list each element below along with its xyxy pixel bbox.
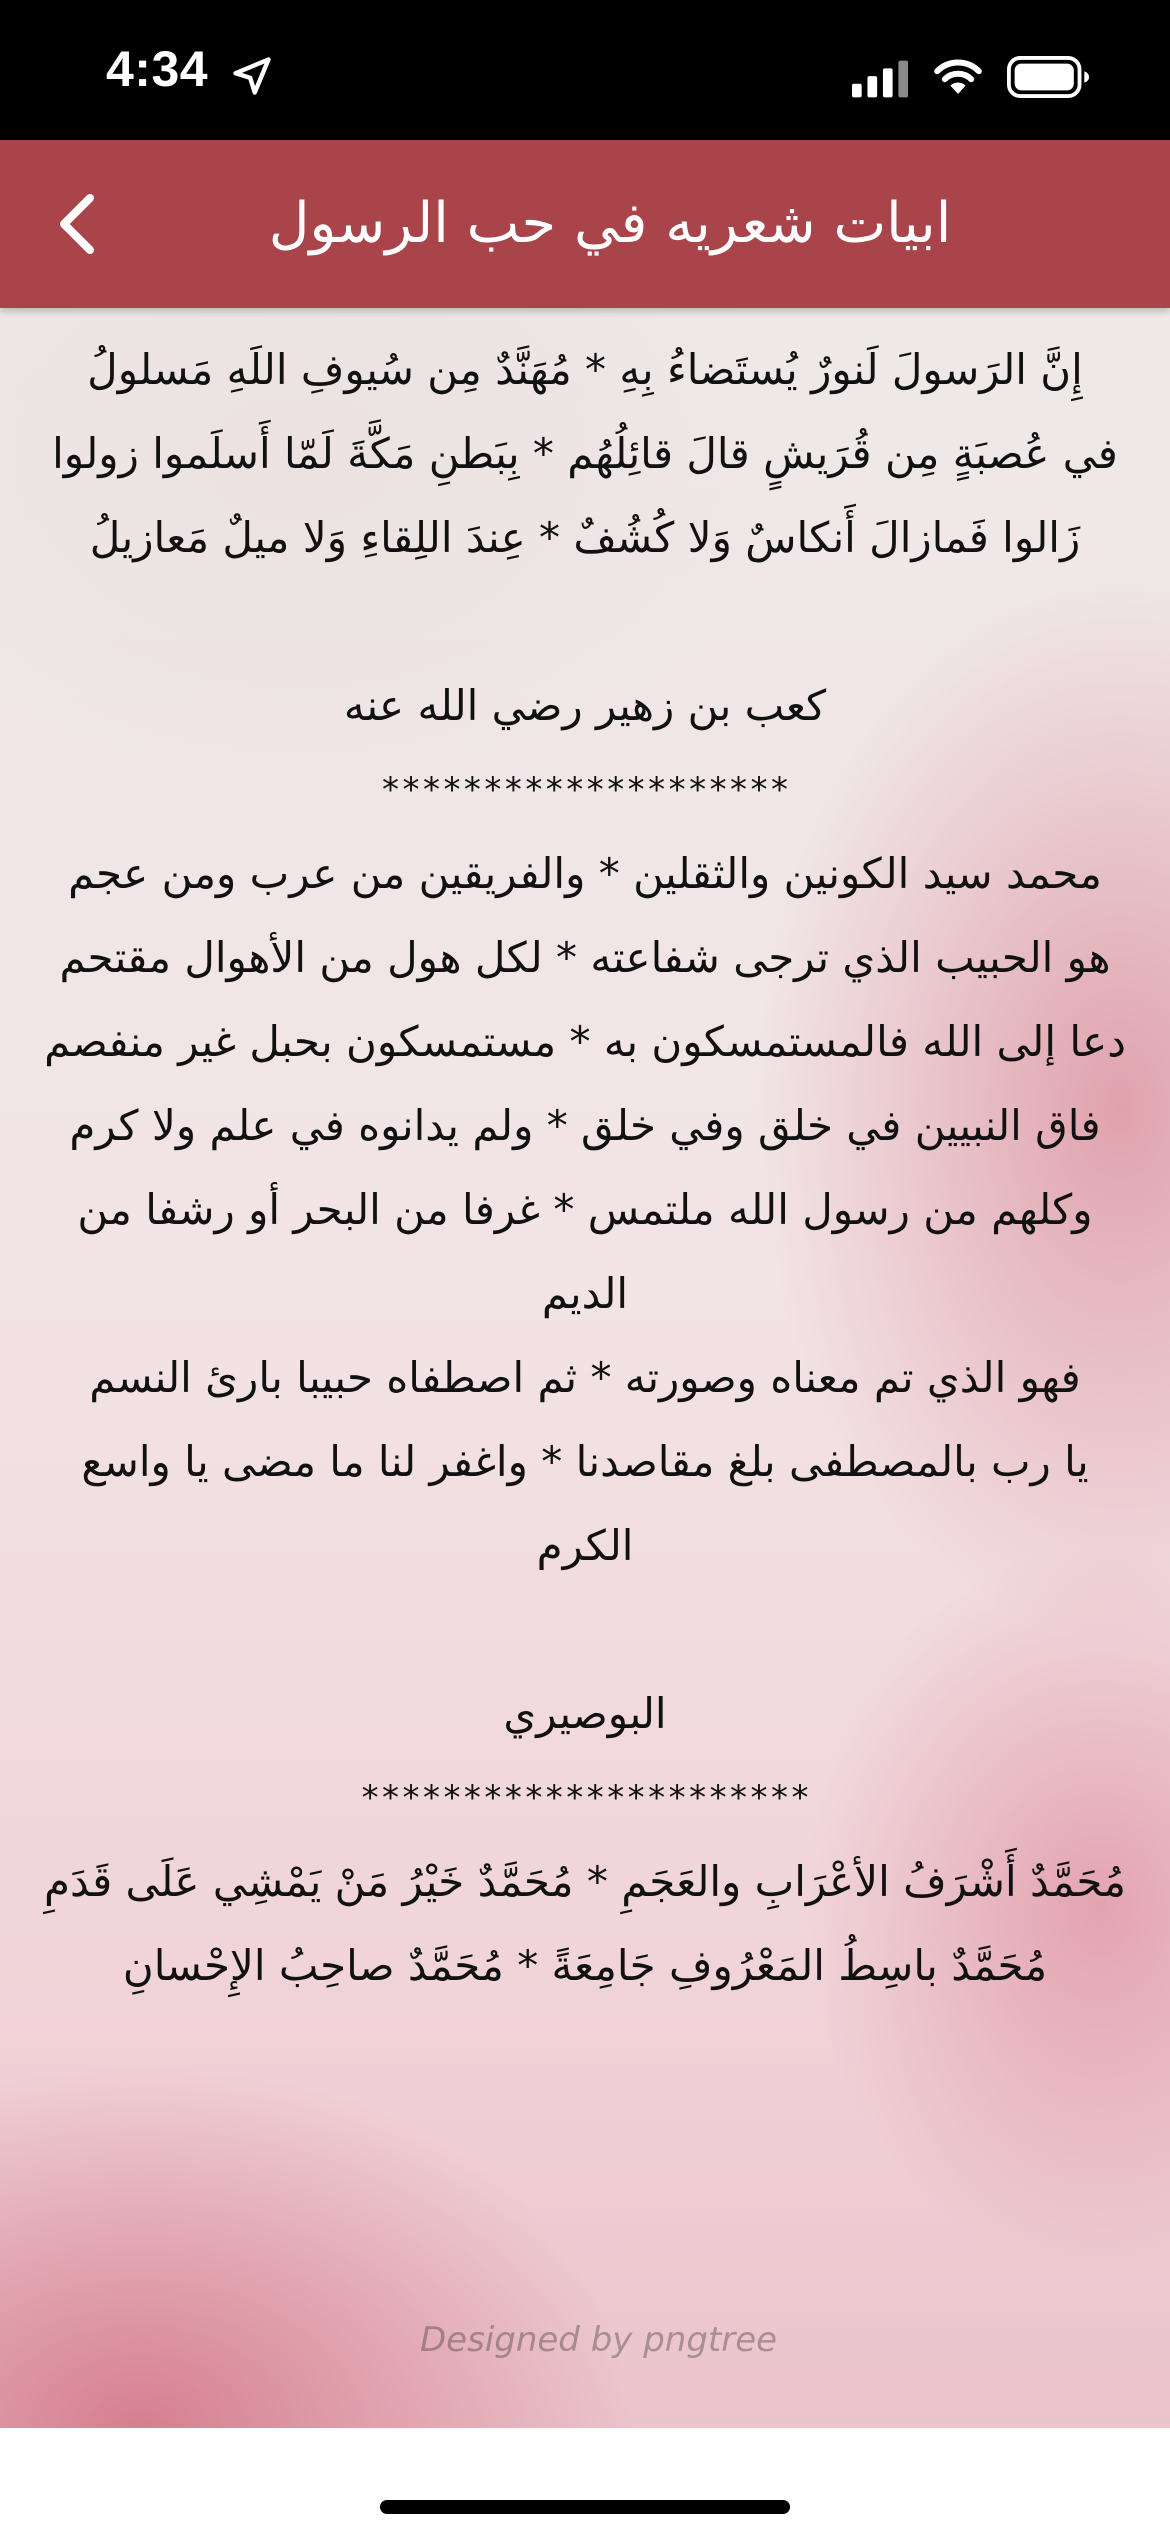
verse: في عُصبَةٍ مِن قُرَيشٍ قالَ قائِلُهُم * بِبَطنِ مَكَّةَ لَمّا أَسلَموا زولوا — [52, 429, 1118, 478]
home-indicator-area — [0, 2428, 1170, 2532]
spacer — [34, 580, 1136, 664]
verse: زَالوا فَمازالَ أَنكاسٌ وَلا كُشُفٌ * عِندَ اللِقاءِ وَلا ميلٌ مَعازيلُ — [89, 513, 1081, 562]
verse: يا رب بالمصطفى بلغ مقاصدنا * واغفر لنا ما مضى يا واسع الكرم — [81, 1437, 1089, 1570]
watermark: Designed by pngtree — [420, 2320, 778, 2360]
poem-content[interactable] — [0, 308, 1170, 2428]
verse: إِنَّ الرَسولَ لَنورٌ يُستَضاءُ بِهِ * مُهَنَّدٌ مِن سُيوفِ اللَهِ مَسلولُ — [87, 345, 1083, 394]
cellular-signal-icon — [852, 58, 910, 98]
verse: وكلهم من رسول الله ملتمس * غرفا من البحر أو رشفا من الديم — [77, 1185, 1093, 1318]
spacer — [34, 1588, 1136, 1672]
page-title: ابيات شعريه في حب الرسول — [268, 191, 952, 256]
poem-text — [0, 308, 1170, 2008]
location-arrow-icon — [230, 54, 274, 98]
home-indicator[interactable] — [380, 2500, 790, 2514]
verse: هو الحبيب الذي ترجى شفاعته * لكل هول من الأهوال مقتحم — [59, 933, 1111, 982]
verse: دعا إلى الله فالمستمسكون به * مستمسكون بحبل غير منفصم — [44, 1017, 1126, 1066]
back-button[interactable] — [36, 182, 120, 266]
wifi-icon — [930, 54, 986, 98]
verse: محمد سيد الكونين والثقلين * والفريقين من عرب ومن عجم — [68, 849, 1102, 898]
verse: فاق النبيين في خلق وفي خلق * ولم يدانوه في علم ولا كرم — [69, 1101, 1101, 1150]
separator: ********************** — [359, 1778, 811, 1818]
status-time: 4:34 — [106, 41, 209, 97]
battery-icon — [1006, 56, 1092, 98]
poet-name: كعب بن زهير رضي الله عنه — [343, 681, 827, 730]
verse: مُحَمَّدٌ باسِطُ المَعْرُوفِ جَامِعَةً * مُحَمَّدٌ صاحِبُ الإِحْسانِ — [122, 1941, 1048, 1990]
verse: مُحَمَّدٌ أَشْرَفُ الأعْرَابِ والعَجَمِ * مُحَمَّدٌ خَيْرُ مَنْ يَمْشِي عَلَى قَدَمِ — [44, 1857, 1126, 1906]
app-header — [0, 140, 1170, 308]
chevron-left-icon — [54, 192, 102, 256]
poet-name: البوصيري — [503, 1689, 667, 1738]
separator: ******************** — [380, 770, 790, 810]
status-bar — [0, 0, 1170, 140]
verse: فهو الذي تم معناه وصورته * ثم اصطفاه حبيبا بارئ النسم — [89, 1353, 1081, 1402]
